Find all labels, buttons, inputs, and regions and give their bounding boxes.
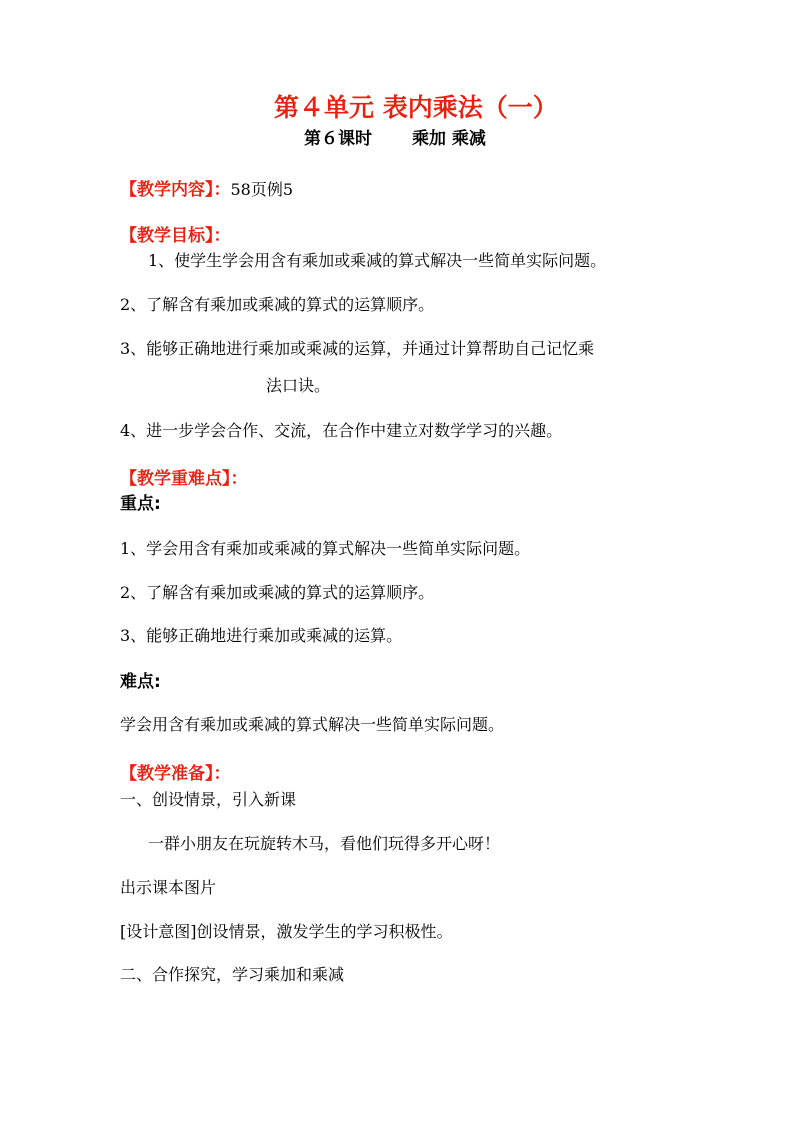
lesson-number: 第６课时 bbox=[304, 129, 372, 149]
goal-item: 2、了解含有乘加或乘减的算式的运算顺序。 bbox=[120, 295, 435, 314]
key-item: 1、学会用含有乘加或乘减的算式解决一些简单实际问题。 bbox=[120, 539, 531, 558]
goal-item: 1、使学生学会用含有乘加或乘减的算式解决一些简单实际问题。 bbox=[148, 251, 607, 270]
preparation-heading: 【教学准备】： bbox=[120, 764, 231, 784]
goal-item: 4、进一步学会合作、交流，在合作中建立对数学学习的兴趣。 bbox=[120, 421, 563, 440]
content-section bbox=[120, 182, 293, 199]
content-heading: 【教学内容】： bbox=[120, 180, 231, 200]
key-item: 2、了解含有乘加或乘减的算式的运算顺序。 bbox=[120, 583, 435, 602]
key-points-heading: 【教学重难点】： bbox=[120, 469, 248, 489]
content-text: 58页例5 bbox=[230, 180, 294, 199]
design-intent-line: [设计意图]创设情景，激发学生的学习积极性。 bbox=[120, 922, 453, 941]
goal-item: 3、能够正确地进行乘加或乘减的运算，并通过计算帮助自己记忆乘 bbox=[120, 339, 595, 358]
difficult-label: 难点: bbox=[120, 672, 161, 692]
preparation-line: 出示课本图片 bbox=[120, 878, 217, 897]
key-label: 重点: bbox=[120, 494, 161, 514]
page-title: 第４单元 表内乘法（一） bbox=[274, 93, 558, 122]
preparation-line: 二、合作探究，学习乘加和乘减 bbox=[120, 965, 345, 984]
preparation-line: 一群小朋友在玩旋转木马，看他们玩得多开心呀！ bbox=[148, 834, 501, 853]
lesson-subtitle bbox=[304, 131, 486, 148]
goals-heading: 【教学目标】： bbox=[120, 226, 231, 246]
preparation-line: 一、创设情景，引入新课 bbox=[120, 790, 297, 809]
goal-item-continued: 法口诀。 bbox=[266, 376, 331, 395]
lesson-topic: 乘加 乘减 bbox=[412, 129, 486, 149]
difficult-text: 学会用含有乘加或乘减的算式解决一些简单实际问题。 bbox=[120, 715, 505, 734]
key-item: 3、能够正确地进行乘加或乘减的运算。 bbox=[120, 626, 403, 645]
